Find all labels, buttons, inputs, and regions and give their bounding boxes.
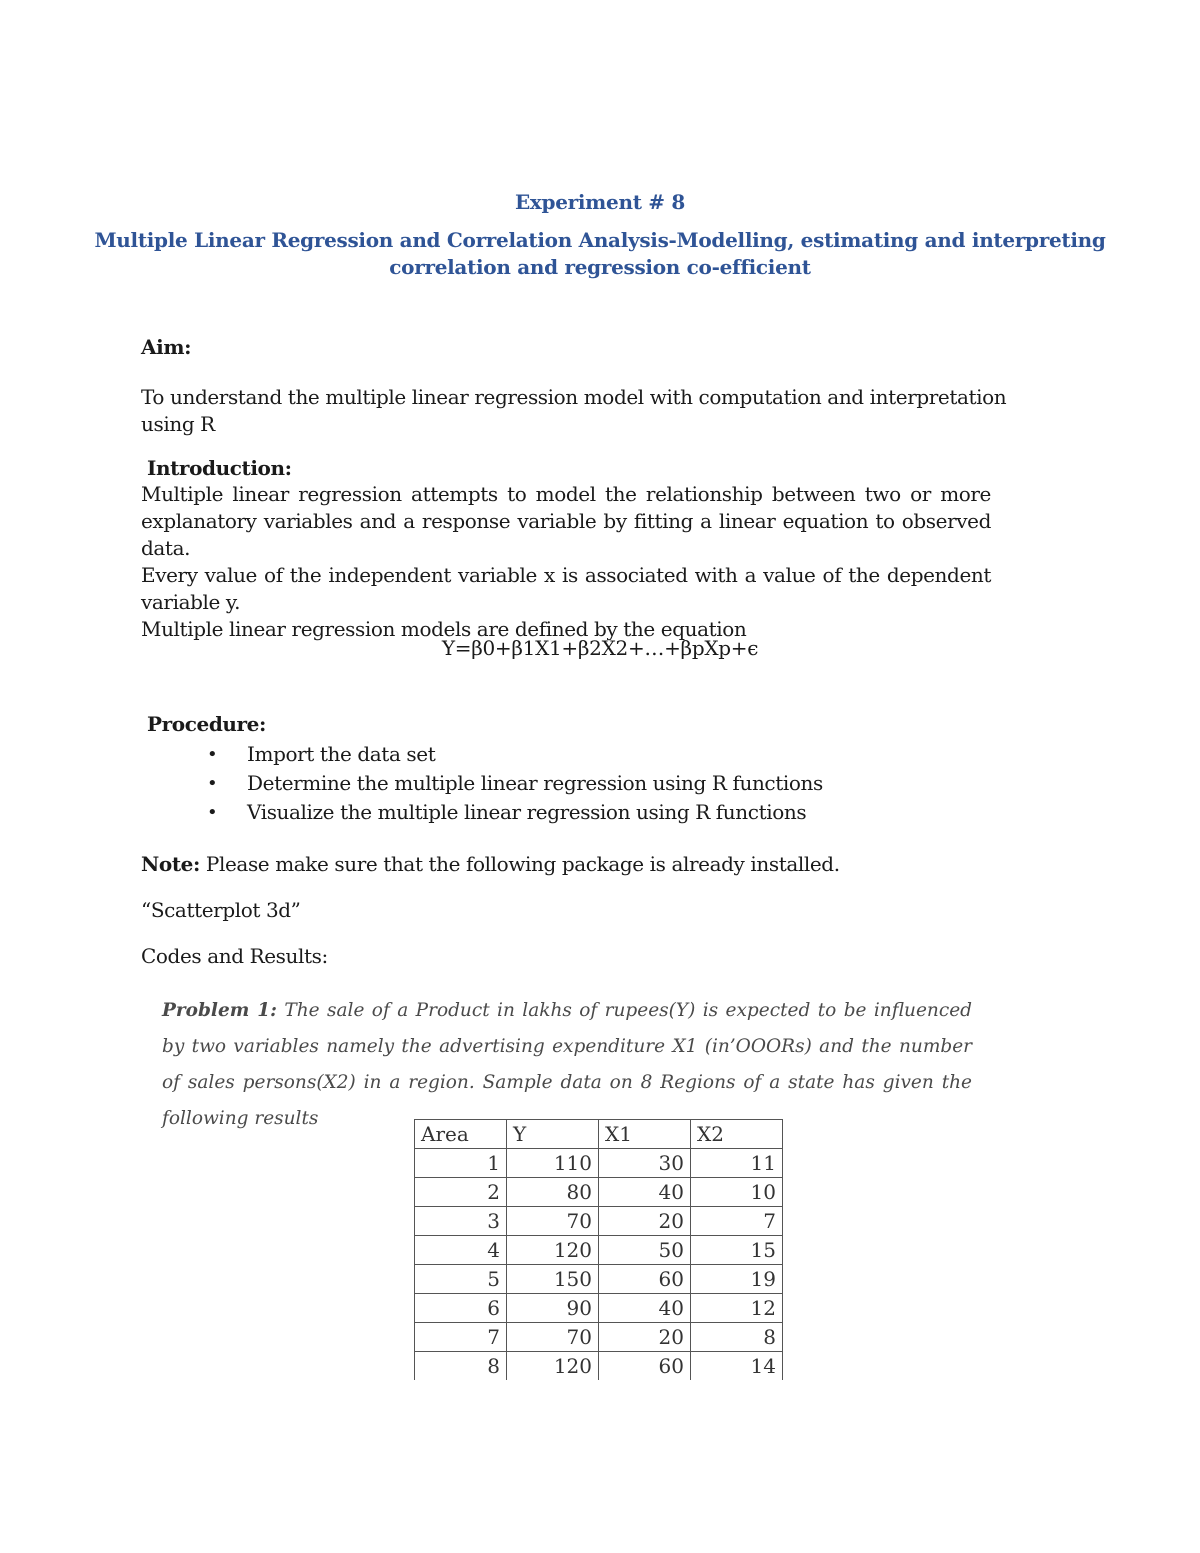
- cell: 6: [415, 1294, 507, 1323]
- cell: 15: [691, 1236, 783, 1265]
- bullet-icon: •: [207, 802, 218, 823]
- cell: 120: [507, 1352, 599, 1381]
- cell: 50: [599, 1236, 691, 1265]
- cell: 7: [415, 1323, 507, 1352]
- introduction-heading: Introduction:: [147, 456, 292, 480]
- procedure-step: [205, 740, 823, 769]
- cell: 2: [415, 1178, 507, 1207]
- step-text: Visualize the multiple linear regression using R functions: [247, 800, 807, 824]
- cell: 1: [415, 1149, 507, 1178]
- cell: 8: [691, 1323, 783, 1352]
- cell: 19: [691, 1265, 783, 1294]
- cell: 7: [691, 1207, 783, 1236]
- intro-paragraph-1: Multiple linear regression attempts to model the relationship between two or more explanatory variables and a response variable by fitting a linear equation to observed data.: [141, 482, 991, 560]
- cell: 5: [415, 1265, 507, 1294]
- step-text: Determine the multiple linear regression using R functions: [247, 771, 823, 795]
- table-header-row: [415, 1120, 783, 1149]
- header-x2: X2: [691, 1120, 783, 1149]
- regression-equation: Y=β0+β1X1+β2X2+…+βpXp+ϵ: [441, 636, 759, 660]
- cell: 60: [599, 1265, 691, 1294]
- header-y: Y: [507, 1120, 599, 1149]
- procedure-step: [205, 769, 823, 798]
- table-row: [415, 1294, 783, 1323]
- note-text: Please make sure that the following package is already installed.: [199, 852, 840, 876]
- cell: 40: [599, 1294, 691, 1323]
- cell: 80: [507, 1178, 599, 1207]
- cell: 8: [415, 1352, 507, 1381]
- aim-heading: Aim:: [141, 335, 192, 359]
- bullet-icon: •: [207, 773, 218, 794]
- title-line-2: correlation and regression co-efficient: [389, 255, 811, 279]
- problem-statement: [162, 993, 972, 1137]
- package-name: “Scatterplot 3d”: [141, 898, 301, 922]
- experiment-number: Experiment # 8: [514, 190, 686, 214]
- procedure-heading: Procedure:: [147, 712, 266, 736]
- table-row: [415, 1265, 783, 1294]
- table-row: [415, 1236, 783, 1265]
- cell: 11: [691, 1149, 783, 1178]
- table-row: [415, 1178, 783, 1207]
- note-line: [141, 851, 991, 878]
- title-line-1: Multiple Linear Regression and Correlation Analysis-Modelling, estimating and interpreting: [94, 228, 1106, 252]
- bullet-icon: •: [207, 744, 218, 765]
- table-row: [415, 1149, 783, 1178]
- intro-paragraph-3: Multiple linear regression models are defined by the equation: [141, 617, 747, 641]
- problem-text: The sale of a Product in lakhs of rupees(Y) is expected to be influenced by two variables namely the advertising expenditure X1 (in’OOORs) and the number of sales persons(X2) in a region. Sample data on 8 Regions of a state has given the following results: [162, 1000, 972, 1129]
- page-title: [0, 227, 1200, 281]
- cell: 14: [691, 1352, 783, 1381]
- procedure-list: [205, 740, 823, 827]
- cell: 60: [599, 1352, 691, 1381]
- table-row: [415, 1323, 783, 1352]
- cell: 110: [507, 1149, 599, 1178]
- problem-label: Problem 1:: [162, 1000, 277, 1021]
- intro-paragraph-2: Every value of the independent variable x is associated with a value of the dependent variable y.: [141, 563, 991, 614]
- cell: 70: [507, 1323, 599, 1352]
- cell: 30: [599, 1149, 691, 1178]
- cell: 12: [691, 1294, 783, 1323]
- procedure-step: [205, 798, 823, 827]
- header-x1: X1: [599, 1120, 691, 1149]
- cell: 120: [507, 1236, 599, 1265]
- data-table: [414, 1119, 783, 1380]
- introduction-text: [141, 481, 991, 643]
- cell: 10: [691, 1178, 783, 1207]
- cell: 20: [599, 1323, 691, 1352]
- cell: 90: [507, 1294, 599, 1323]
- note-label: Note:: [141, 852, 200, 876]
- header-area: Area: [415, 1120, 507, 1149]
- cell: 4: [415, 1236, 507, 1265]
- cell: 3: [415, 1207, 507, 1236]
- cell: 70: [507, 1207, 599, 1236]
- cell: 40: [599, 1178, 691, 1207]
- cell: 20: [599, 1207, 691, 1236]
- table-row: [415, 1352, 783, 1381]
- table-row: [415, 1207, 783, 1236]
- step-text: Import the data set: [247, 742, 436, 766]
- codes-results-label: Codes and Results:: [141, 944, 328, 968]
- aim-text: To understand the multiple linear regression model with computation and interpretation using R: [141, 385, 1007, 436]
- cell: 150: [507, 1265, 599, 1294]
